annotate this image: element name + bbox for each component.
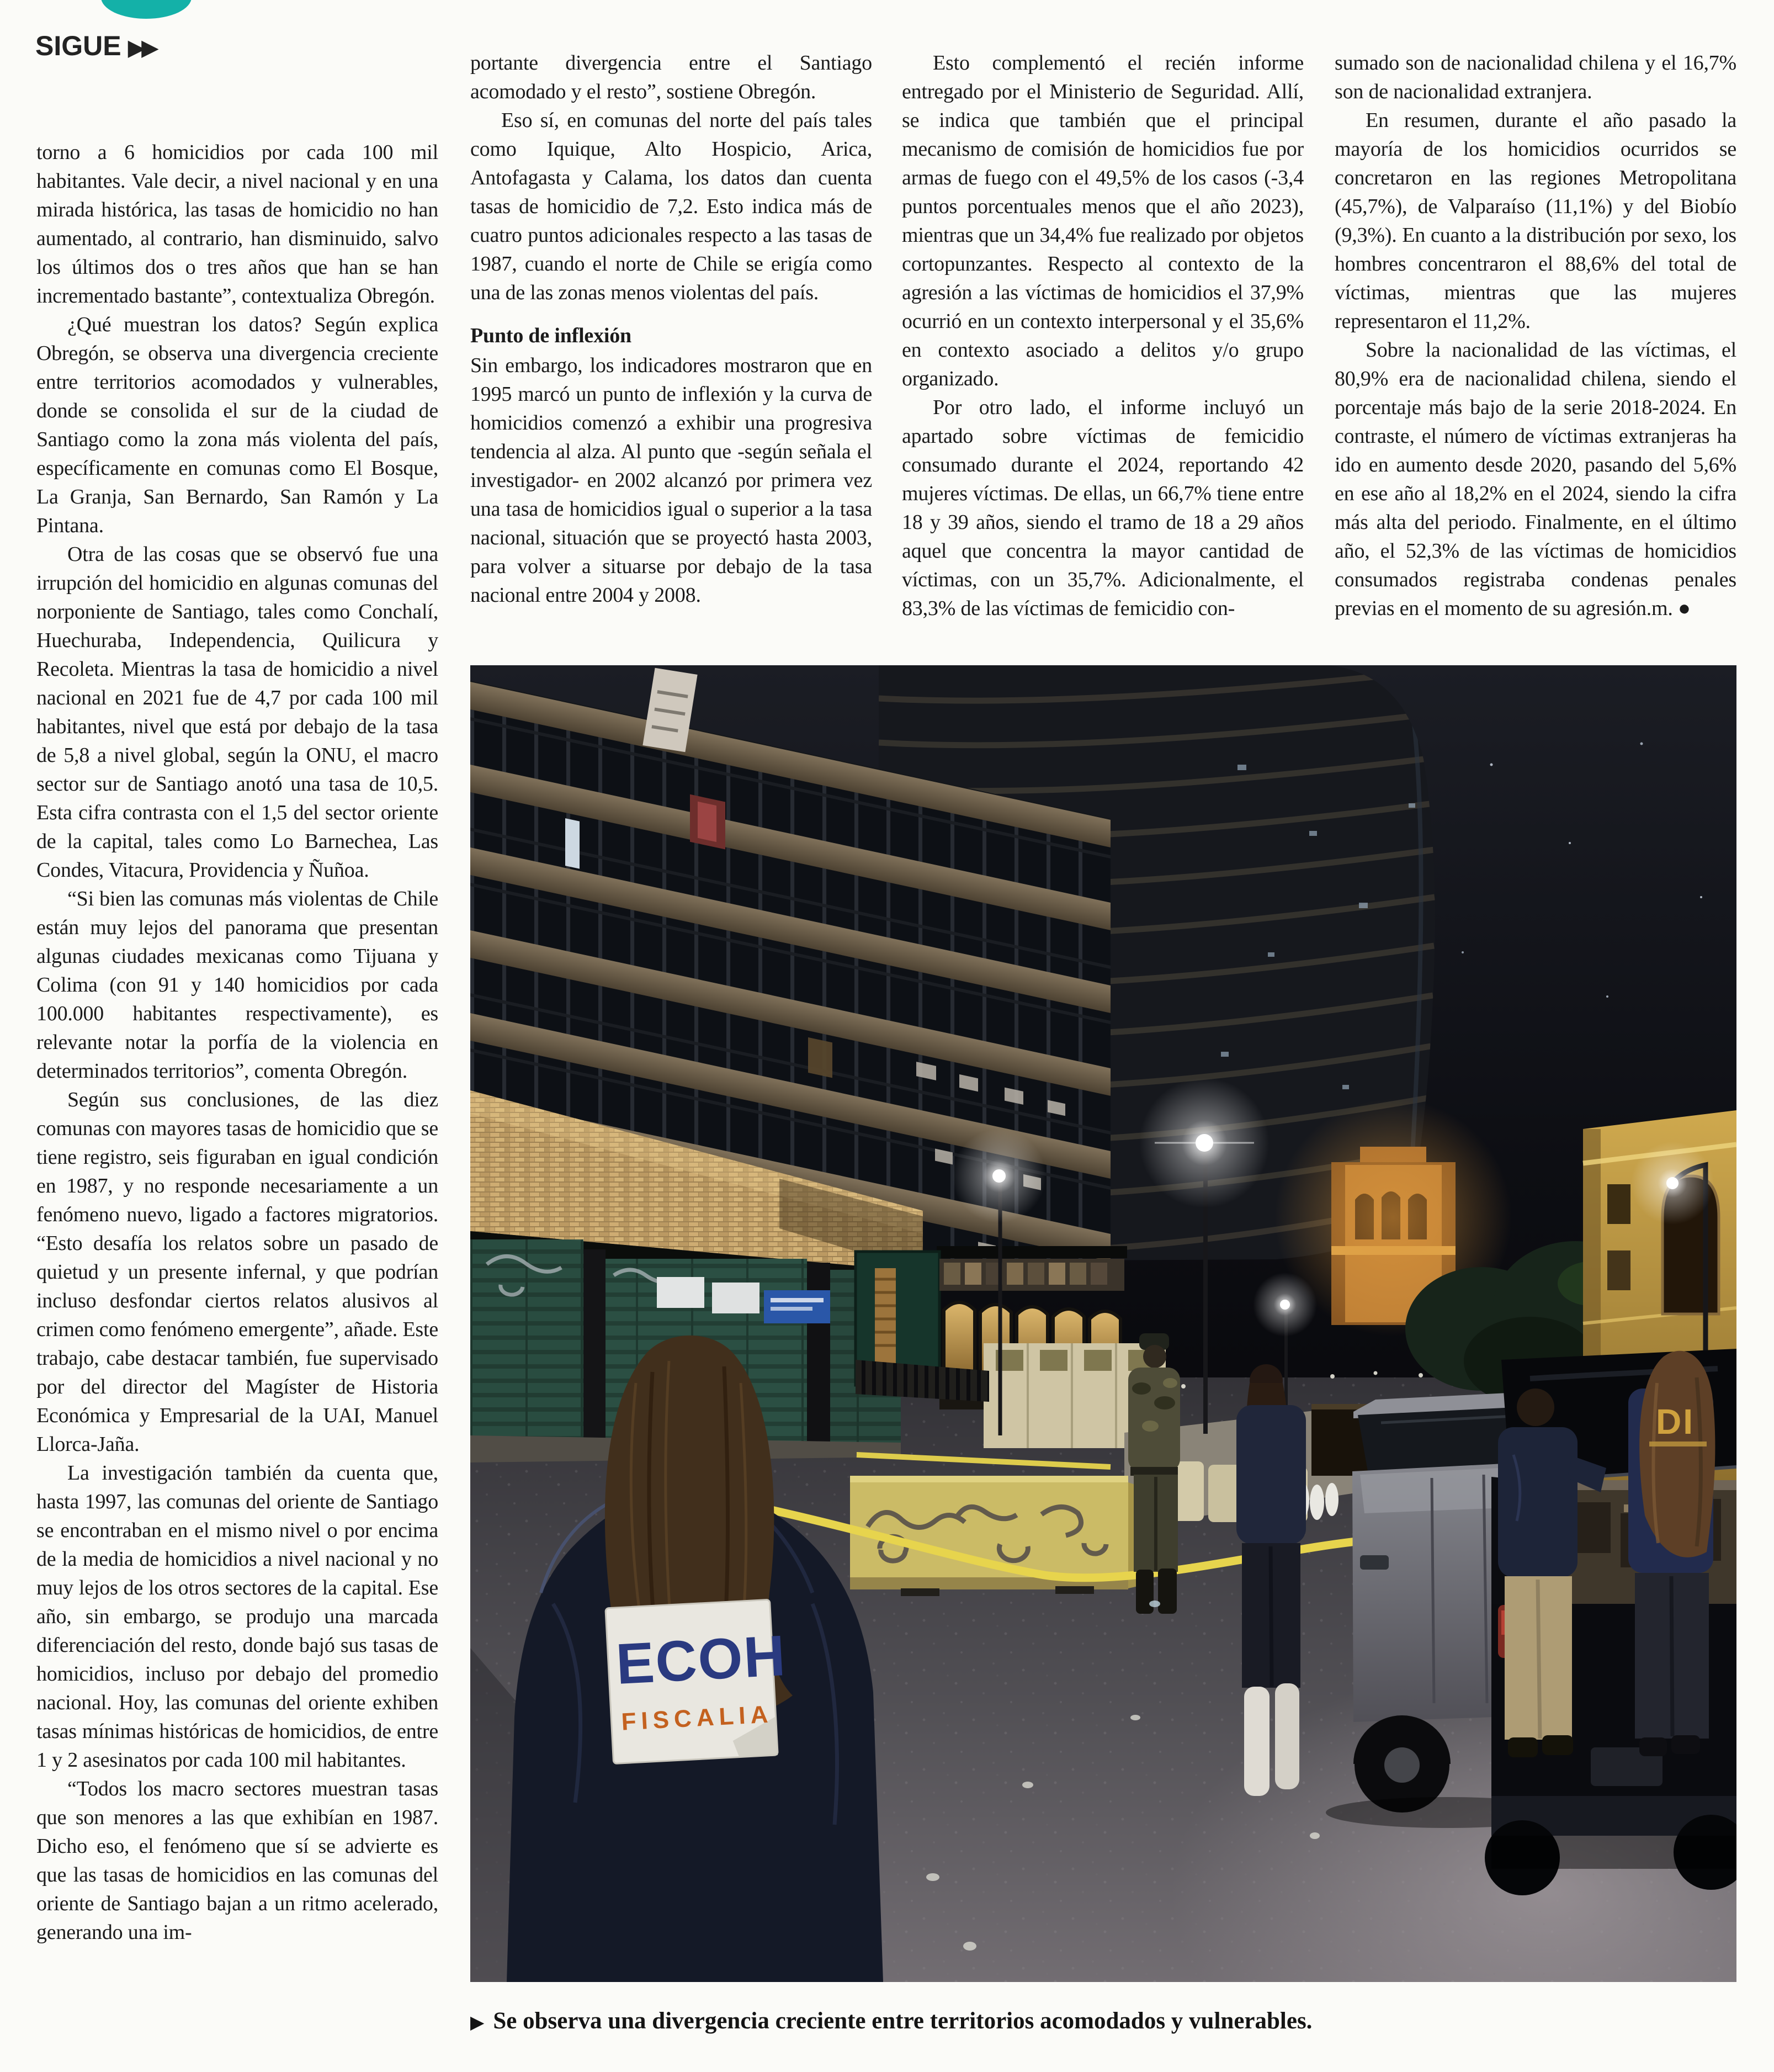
white-lit-window bbox=[565, 818, 580, 869]
paragraph: La investigación también da cuenta que, hasta 1997, las comunas del oriente de Santiago se encontraban en el mismo nivel o por encima de la media de homicidios a nivel nacional y no muy lejos de los otros sectores de la capital. Ese año, sin embargo, se produjo una marcada diferenciación del resto, donde bajó sus tasas de homicidios, incluso por debajo del promedio nacional. Hoy, las comunas del oriente exhiben tasas mínimas históricas de homicidios, de entre 1 y 2 asesinatos por cada 100 mil habitantes. bbox=[36, 1461, 438, 1772]
small-sign bbox=[712, 1283, 759, 1313]
continuation-header bbox=[35, 30, 155, 62]
fiscalia-patch-text: FISCALIA bbox=[620, 1700, 774, 1736]
ecoh-patch-text: ECOH bbox=[614, 1623, 788, 1697]
paragraph: Otra de las cosas que se observó fue una irrupción del homicidio en algunas comunas del norponiente de Santiago, tales como Conchalí, Huechuraba, Independencia, Quilicura y Recoleta. Mientras la tasa de homicidio a nivel nacional en 2021 fue de 4,7 por cada 100 mil habitantes, nivel que está por debajo de la tasa de 5,8 a nivel global, según la ONU, el macro sector sur de Santiago anotó una tasa de 10,5. Esta cifra contrasta con el 1,5 del sector oriente de la capital, tales como Lo Barnechea, Las Condes, Vitacura, Providencia y Ñuñoa. bbox=[36, 543, 438, 882]
paragraph: ¿Qué muestran los datos? Según explica Obregón, se observa una divergencia creciente entre territorios acomodados y vulnerables, donde se consolida el sur de la ciudad de Santiago como la zona más violenta del país, específicamente en comunas como El Bosque, La Granja, San Bernardo, San Ramón y La Pintana. bbox=[36, 313, 438, 537]
paragraph: Sobre la nacionalidad de las víctimas, el 80,9% era de nacionalidad chilena, siendo el porcentaje más bajo de la serie 2018-2024. En contraste, el número de víctimas extranjeras ha ido en aumento desde 2020, pasando del 5,6% en ese año al 18,2% en el 2024, siendo la cifra más alta del periodo. Finalmente, en el último año, el 52,3% de las víctimas de homicidios consumados registraba condenas penales previas en el momento de su agresión.m. ● bbox=[1335, 338, 1736, 620]
article-column-1 bbox=[36, 138, 438, 2059]
soldier bbox=[1128, 1333, 1180, 1614]
article-column-2 bbox=[470, 49, 872, 658]
paragraph: En resumen, durante el año pasado la mayoría de los homicidios ocurridos se concretaron en las regiones Metropolitana (45,7%), de Valparaíso (11,1%) y del Biobío (9,3%). En cuanto a la distribución por sexo, los hombres concentraron el 88,6% del total de víctimas, mientras que las mujeres representaron el 11,2%. bbox=[1335, 109, 1736, 333]
caption-triangle-icon: ▶ bbox=[470, 2011, 485, 2033]
article-column-4 bbox=[1335, 49, 1736, 658]
paragraph: Eso sí, en comunas del norte del país tales como Iquique, Alto Hospicio, Arica, Antofagasta y Calama, los datos dan cuenta tasas de homicidio de 7,2. Esto indica más de cuatro puntos adicionales respecto a las tasas de 1987, cuando el norte de Chile se erigía como una de las zonas menos violentas del país. bbox=[470, 109, 872, 304]
paragraph: Sin embargo, los indicadores mostraron que en 1995 marcó un punto de inflexión y la curva de homicidios comenzó a exhibir una progresiva tendencia al alza. Al punto que -según señala el investigador- en 2002 alcanzó por primera vez una tasa de homicidios igual o superior a la tasa nacional, situación que se proyectó hasta 2003, para volver a situarse por debajo de la tasa nacional entre 2004 y 2008. bbox=[470, 354, 872, 607]
paragraph: sumado son de nacionalidad chilena y el 16,7% son de nacionalidad extranjera. bbox=[1335, 51, 1736, 103]
paragraph: “Todos los macro sectores muestran tasas que son menores a las que exhibían en 1987. Dicho eso, el fenómeno que sí se advierte es que las tasas de homicidios en las comunas del oriente de Santiago bajan a un ritmo acelerado, generando una im- bbox=[36, 1777, 438, 1944]
paragraph: “Si bien las comunas más violentas de Chile están muy lejos del panorama que presentan algunas ciudades mexicanas como Tijuana y Colima (con 91 y 140 homicidios por cada 100.000 habitantes respectivamente), es relevante notar la porfía de la violencia en determinados territorios”, comenta Obregón. bbox=[36, 887, 438, 1083]
paragraph: Esto complementó el recién informe entregado por el Ministerio de Seguridad. Allí, se indica que también que el principal mecanismo de comisión de homicidios fue por armas de fuego con el 49,5% de los casos (-3,4 puntos porcentuales menos que el año 2023), mientras que un 34,4% fue realizado por objetos cortopunzantes. Respecto al contexto de la agresión a las víctimas de homicidios el 37,9% ocurrió en un contexto interpersonal y el 35,6% en contexto asociado a delitos y/o grupo organizado. bbox=[902, 51, 1304, 390]
ecoh-jacket-patch bbox=[606, 1599, 792, 1763]
crime-scene-photo bbox=[470, 665, 1736, 1982]
small-sign bbox=[657, 1277, 704, 1308]
article-column-3 bbox=[902, 49, 1304, 658]
photo-caption bbox=[470, 2007, 1736, 2034]
caption-text: Se observa una divergencia creciente entre territorios acomodados y vulnerables. bbox=[493, 2008, 1313, 2034]
paragraph: Por otro lado, el informe incluyó un apartado sobre víctimas de femicidio consumado durante el 2024, reportando 42 mujeres víctimas. De ellas, un 66,7% tiene entre 18 y 39 años, siendo el tramo de 18 a 29 años aquel que concentra la mayor cantidad de víctimas, con un 35,7%. Adicionalmente, el 83,3% de las víctimas de femicidio con- bbox=[902, 396, 1304, 620]
paragraph: Punto de inflexión bbox=[470, 324, 631, 347]
paragraph: Según sus conclusiones, de las diez comunas con mayores tasas de homicidio que se tiene registro, seis figuraban en igual condición en 1987, y no responde necesariamente a un fenómeno nuevo, ligado a factores migratorios. “Esto desafía los relatos sobre un pasado de quietud y un presente infernal, y que podrían incluso desfondar ciertos relatos alusivos al crimen como fenómeno emergente”, añade. Este trabajo, cabe destacar también, fue supervisado por del director del Magíster de Historia Económica y Empresarial de la UAI, Manuel Llorca-Jaña. bbox=[36, 1088, 438, 1456]
paragraph: portante divergencia entre el Santiago acomodado y el resto”, sostiene Obregón. bbox=[470, 51, 872, 103]
pdi-jacket-letters: DI bbox=[1656, 1402, 1695, 1442]
paragraph: torno a 6 homicidios por cada 100 mil habitantes. Vale decir, a nivel nacional y en una mirada histórica, las tasas de homicidio no han aumentado, al contrario, han disminuido, salvo los últimos dos o tres años que han se han incrementado bastante”, contextualiza Obregón. bbox=[36, 141, 438, 308]
page-edge-dot bbox=[101, 0, 192, 19]
forward-arrows-icon: ▶▶ bbox=[128, 34, 155, 61]
sigue-label: SIGUE bbox=[35, 30, 121, 61]
pdi-officer-woman bbox=[1628, 1351, 1715, 1756]
